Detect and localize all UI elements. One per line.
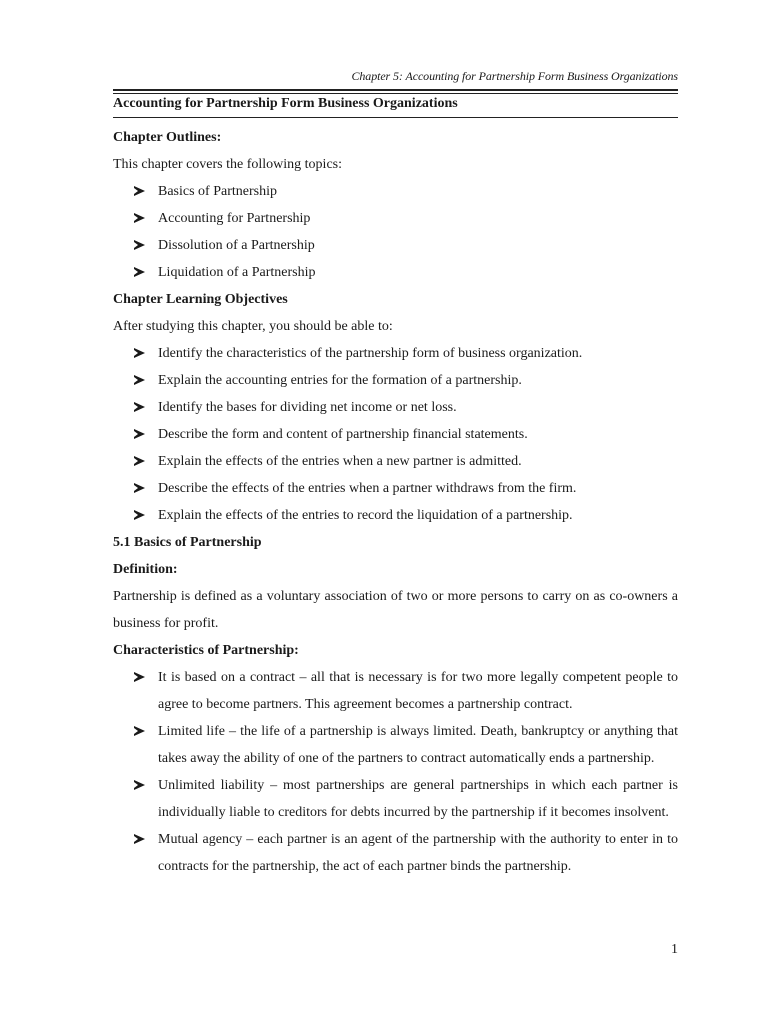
definition-text: Partnership is defined as a voluntary association of two or more persons to carry on as co-owners a business for profit. xyxy=(113,589,678,631)
list-item: Explain the accounting entries for the formation of a partnership. xyxy=(113,367,678,394)
running-header: Chapter 5: Accounting for Partnership Form Business Organizations xyxy=(351,69,678,83)
list-item: Identify the characteristics of the partnership form of business organization. xyxy=(113,340,678,367)
document-body xyxy=(113,124,678,880)
arrow-bullet-icon xyxy=(134,348,145,358)
arrow-bullet-icon xyxy=(134,375,145,385)
characteristics-heading: Characteristics of Partnership: xyxy=(113,643,299,658)
outlines-heading: Chapter Outlines: xyxy=(113,130,222,145)
header-rule-thin xyxy=(113,93,678,94)
definition-heading: Definition: xyxy=(113,562,178,577)
header-rule xyxy=(113,89,678,91)
arrow-bullet-icon xyxy=(134,510,145,520)
arrow-bullet-icon xyxy=(134,456,145,466)
chapter-title: Accounting for Partnership Form Business Organizations xyxy=(113,96,458,111)
list-item: Describe the form and content of partnership financial statements. xyxy=(113,421,678,448)
list-item: Explain the effects of the entries when a new partner is admitted. xyxy=(113,448,678,475)
objectives-heading: Chapter Learning Objectives xyxy=(113,292,288,307)
characteristics-list xyxy=(113,664,678,880)
arrow-bullet-icon xyxy=(134,402,145,412)
arrow-bullet-icon xyxy=(134,672,145,682)
arrow-bullet-icon xyxy=(134,780,145,790)
list-item: Limited life – the life of a partnership is always limited. Death, bankruptcy or anything that takes away the ability of one of the partners to contract automatically ends a partnership. xyxy=(113,718,678,772)
objectives-intro: After studying this chapter, you should be able to: xyxy=(113,319,393,334)
title-rule xyxy=(113,117,678,118)
list-item: Mutual agency – each partner is an agent of the partnership with the authority to enter in to contracts for the partnership, the act of each partner binds the partnership. xyxy=(113,826,678,880)
objectives-list xyxy=(113,340,678,529)
list-item: Unlimited liability – most partnerships are general partnerships in which each partner is individually liable to creditors for debts incurred by the partnership if it becomes insolvent. xyxy=(113,772,678,826)
list-item: It is based on a contract – all that is necessary is for two more legally competent people to agree to become partners. This agreement becomes a partnership contract. xyxy=(113,664,678,718)
list-item: Accounting for Partnership xyxy=(113,205,678,232)
arrow-bullet-icon xyxy=(134,186,145,196)
outlines-list xyxy=(113,178,678,286)
arrow-bullet-icon xyxy=(134,429,145,439)
arrow-bullet-icon xyxy=(134,267,145,277)
list-item: Identify the bases for dividing net income or net loss. xyxy=(113,394,678,421)
arrow-bullet-icon xyxy=(134,726,145,736)
section-heading: 5.1 Basics of Partnership xyxy=(113,535,262,550)
list-item: Describe the effects of the entries when a partner withdraws from the firm. xyxy=(113,475,678,502)
outlines-intro: This chapter covers the following topics: xyxy=(113,157,342,172)
page-number: 1 xyxy=(671,942,678,957)
arrow-bullet-icon xyxy=(134,483,145,493)
arrow-bullet-icon xyxy=(134,240,145,250)
arrow-bullet-icon xyxy=(134,213,145,223)
list-item: Basics of Partnership xyxy=(113,178,678,205)
list-item: Liquidation of a Partnership xyxy=(113,259,678,286)
list-item: Explain the effects of the entries to record the liquidation of a partnership. xyxy=(113,502,678,529)
arrow-bullet-icon xyxy=(134,834,145,844)
list-item: Dissolution of a Partnership xyxy=(113,232,678,259)
